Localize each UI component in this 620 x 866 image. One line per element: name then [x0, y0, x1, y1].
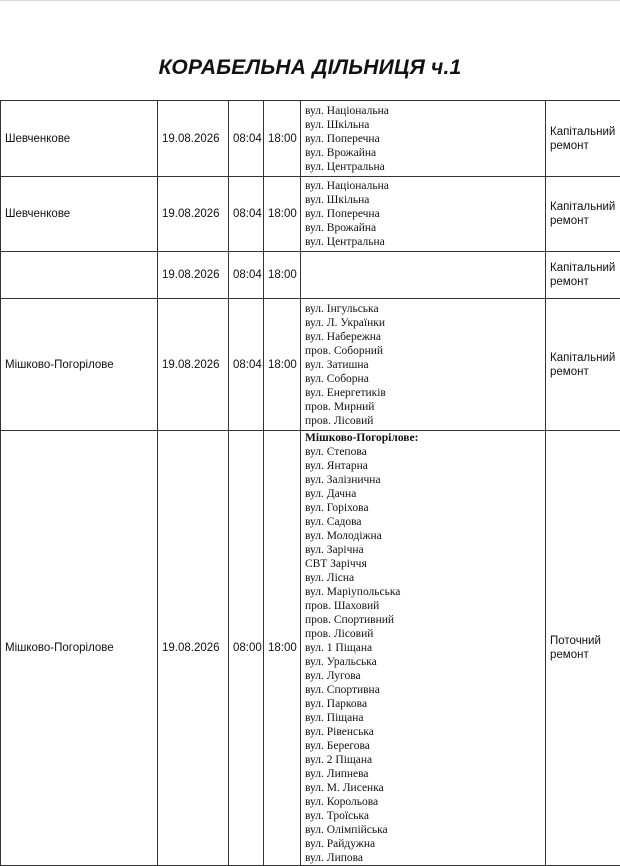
street-item: вул. Степова [305, 445, 541, 459]
table-row [1, 177, 620, 252]
street-item: вул. Л. Українки [305, 316, 541, 330]
end-time-cell: 18:00 [264, 431, 301, 866]
date-cell: 19.08.2026 [158, 101, 229, 177]
settlement-cell: Шевченкове [1, 177, 158, 252]
street-item: пров. Соборний [305, 344, 541, 358]
table-row [1, 299, 620, 431]
street-item: вул. М. Лисенка [305, 781, 541, 795]
table-row [1, 252, 620, 299]
street-item: вул. Берегова [305, 739, 541, 753]
street-item: вул. Молодіжна [305, 529, 541, 543]
street-item: вул. Затишна [305, 358, 541, 372]
end-time-cell: 18:00 [264, 299, 301, 431]
street-item: вул. Корольова [305, 795, 541, 809]
end-time-cell: 18:00 [264, 177, 301, 252]
street-item: вул. 1 Піщана [305, 641, 541, 655]
work-type-label: Поточний ремонт [550, 634, 618, 662]
street-item: вул. Центральна [305, 160, 541, 174]
street-item: СВТ Заріччя [305, 557, 541, 571]
street-item: вул. Шкільна [305, 193, 541, 207]
street-item: вул. Лісна [305, 571, 541, 585]
date-cell: 19.08.2026 [158, 431, 229, 866]
street-item: вул. Паркова [305, 697, 541, 711]
street-item: вул. Врожайна [305, 146, 541, 160]
street-item: вул. Маріупольська [305, 585, 541, 599]
street-item: вул. Поперечна [305, 132, 541, 146]
street-item: вул. Залізнична [305, 473, 541, 487]
street-item: вул. Троїська [305, 809, 541, 823]
street-item: вул. Центральна [305, 235, 541, 249]
end-time-cell: 18:00 [264, 252, 301, 299]
street-item: вул. Спортивна [305, 683, 541, 697]
street-item: вул. Горіхова [305, 501, 541, 515]
work-type-label: Капітальний ремонт [550, 261, 618, 289]
settlement-cell: Мішково-Погорілове [1, 431, 158, 866]
work-type-cell [546, 177, 620, 252]
page-title: КОРАБЕЛЬНА ДІЛЬНИЦЯ ч.1 [0, 56, 620, 80]
settlement-cell: Шевченкове [1, 101, 158, 177]
work-type-label: Капітальний ремонт [550, 125, 618, 153]
settlement-cell: Мішково-Погорілове [1, 299, 158, 431]
outage-schedule-table [0, 100, 620, 866]
street-item: вул. Зарічна [305, 543, 541, 557]
start-time-cell: 08:00 [229, 431, 264, 866]
street-item: вул. Піщана [305, 711, 541, 725]
streets-cell [301, 101, 546, 177]
street-item: пров. Мирний [305, 400, 541, 414]
date-cell: 19.08.2026 [158, 177, 229, 252]
street-item: вул. Липова [305, 851, 541, 865]
street-item: вул. Поперечна [305, 207, 541, 221]
street-item: вул. Липнева [305, 767, 541, 781]
end-time-cell: 18:00 [264, 101, 301, 177]
start-time-cell: 08:04 [229, 101, 264, 177]
street-item: вул. Уральська [305, 655, 541, 669]
street-item: вул. Рівенська [305, 725, 541, 739]
streets-cell [301, 299, 546, 431]
street-item: вул. Врожайна [305, 221, 541, 235]
top-divider [0, 0, 620, 1]
start-time-cell: 08:04 [229, 299, 264, 431]
work-type-label: Капітальний ремонт [550, 200, 618, 228]
street-item: пров. Лісовий [305, 414, 541, 428]
street-item: вул. Шкільна [305, 118, 541, 132]
street-item: вул. Янтарна [305, 459, 541, 473]
streets-cell [301, 177, 546, 252]
work-type-cell [546, 431, 620, 866]
date-cell: 19.08.2026 [158, 299, 229, 431]
street-item: вул. Інгульська [305, 302, 541, 316]
work-type-cell [546, 299, 620, 431]
street-item: вул. Райдужна [305, 837, 541, 851]
street-item: вул. 2 Піщана [305, 753, 541, 767]
start-time-cell: 08:04 [229, 177, 264, 252]
streets-heading: Мішково-Погорілове: [305, 431, 541, 445]
street-item: вул. Енергетиків [305, 386, 541, 400]
work-type-label: Капітальний ремонт [550, 351, 618, 379]
street-item: вул. Лугова [305, 669, 541, 683]
street-item: пров. Лісовий [305, 627, 541, 641]
street-item: вул. Соборна [305, 372, 541, 386]
work-type-cell [546, 252, 620, 299]
streets-cell [301, 431, 546, 866]
street-item: пров. Шаховий [305, 599, 541, 613]
street-item: вул. Олімпійська [305, 823, 541, 837]
work-type-cell [546, 101, 620, 177]
settlement-cell [1, 252, 158, 299]
street-item: вул. Національна [305, 179, 541, 193]
streets-cell [301, 252, 546, 299]
date-cell: 19.08.2026 [158, 252, 229, 299]
street-item: вул. Дачна [305, 487, 541, 501]
table-row [1, 101, 620, 177]
table-row [1, 431, 620, 866]
street-item: пров. Спортивний [305, 613, 541, 627]
start-time-cell: 08:04 [229, 252, 264, 299]
street-item: вул. Садова [305, 515, 541, 529]
street-item: вул. Набережна [305, 330, 541, 344]
street-item: вул. Національна [305, 104, 541, 118]
